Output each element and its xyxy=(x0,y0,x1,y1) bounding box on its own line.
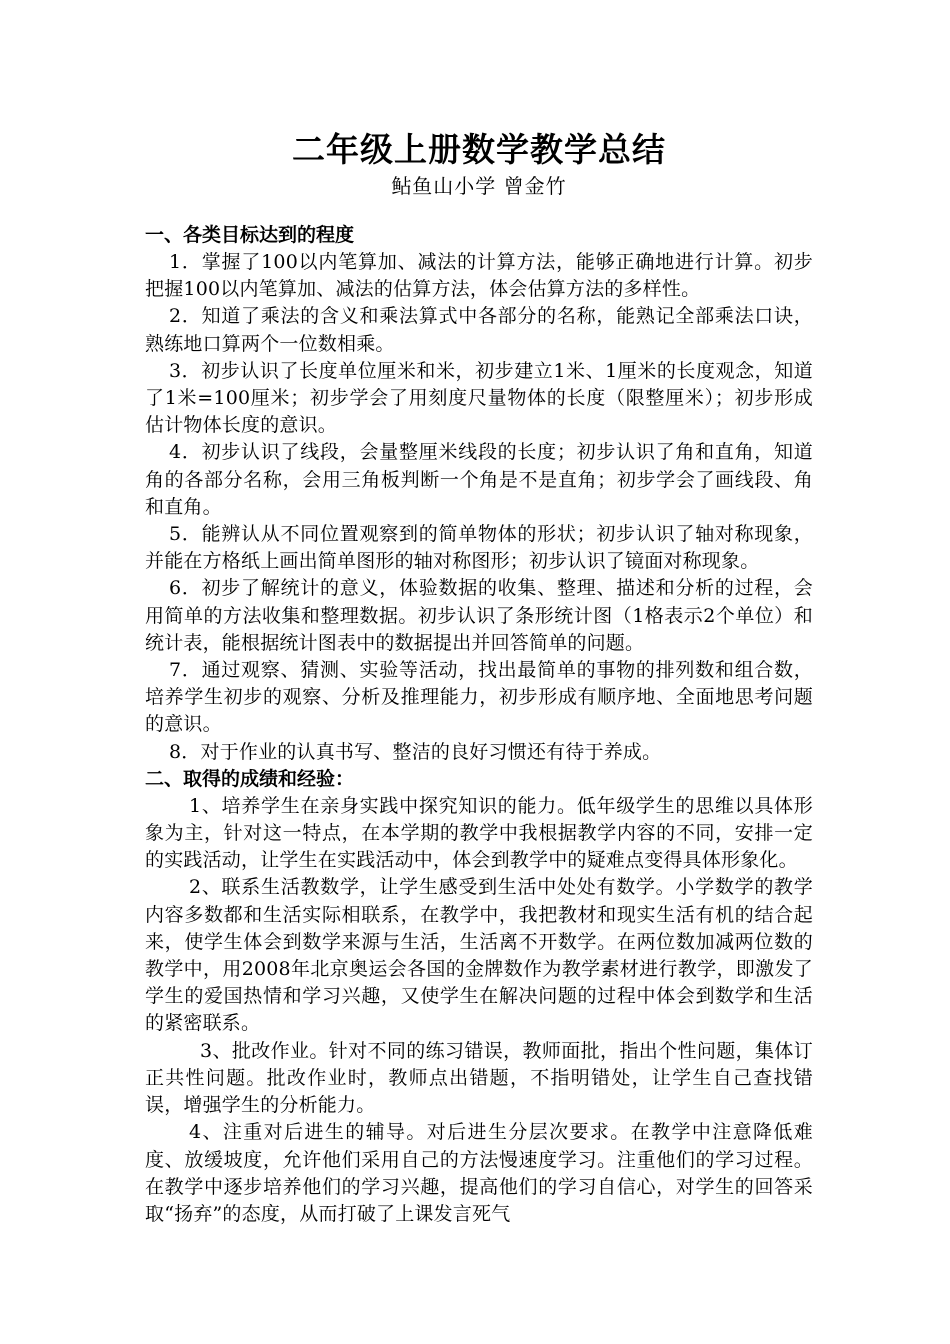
goal-item-7: 7．通过观察、猜测、实验等活动，找出最简单的事物的排列数和组合数，培养学生初步的观察、分析及推理能力，初步形成有顺序地、全面地思考问题的意识。 xyxy=(145,659,813,736)
achievement-item-3: 3、批改作业。针对不同的练习错误，教师面批，指出个性问题，集体订正共性问题。批改作业时，教师点出错题，不指明错处，让学生自己查找错误，增强学生的分析能力。 xyxy=(145,1039,813,1117)
document-author: 鲇鱼山小学 曾金竹 xyxy=(391,174,567,198)
goal-item-3: 3．初步认识了长度单位厘米和米，初步建立1米、1厘米的长度观念，知道了1米=100厘米；初步学会了用刻度尺量物体的长度（限整厘米）；初步形成估计物体长度的意识。 xyxy=(145,359,813,437)
goal-item-4: 4．初步认识了线段，会量整厘米线段的长度；初步认识了角和直角，知道角的各部分名称，会用三角板判断一个角是不是直角；初步学会了画线段、角和直角。 xyxy=(145,441,813,518)
goal-item-6: 6．初步了解统计的意义，体验数据的收集、整理、描述和分析的过程，会用简单的方法收集和整理数据。初步认识了条形统计图（1格表示2个单位）和统计表，能根据统计图表中的数据提出并回答简单的问题。 xyxy=(145,577,813,654)
section-heading-goals: 一、各类目标达到的程度 xyxy=(145,224,355,246)
goal-item-5: 5．能辨认从不同位置观察到的简单物体的形状；初步认识了轴对称现象，并能在方格纸上画出简单图形的轴对称图形；初步认识了镜面对称现象。 xyxy=(145,523,813,573)
goal-item-2: 2．知道了乘法的含义和乘法算式中各部分的名称，能熟记全部乘法口诀，熟练地口算两个一位数相乘。 xyxy=(145,305,813,355)
goal-item-1: 1．掌握了100以内笔算加、减法的计算方法，能够正确地进行计算。初步把握100以内笔算加、减法的估算方法，体会估算方法的多样性。 xyxy=(145,251,813,301)
achievement-item-4: 4、注重对后进生的辅导。对后进生分层次要求。在教学中注意降低难度、放缓坡度，允许他们采用自己的方法慢速度学习。注重他们的学习过程。在教学中逐步培养他们的学习兴趣，提高他们的学习自信心，对学生的回答采取“扬弃”的态度，从而打破了上课发言死气 xyxy=(145,1121,813,1225)
achievement-item-2: 2、联系生活教数学，让学生感受到生活中处处有数学。小学数学的教学内容多数都和生活实际相联系，在教学中，我把教材和现实生活有机的结合起来，使学生体会到数学来源与生活，生活离不开数学。在两位数加减两位数的教学中，用2008年北京奥运会各国的金牌数作为教学素材进行教学，即激发了学生的爱国热情和学习兴趣，又使学生在解决问题的过程中体会到数学和生活的紧密联系。 xyxy=(145,876,813,1035)
section-heading-achievements: 二、取得的成绩和经验： xyxy=(145,767,355,790)
document-title: 二年级上册数学教学总结 xyxy=(292,130,666,169)
achievement-item-1: 1、培养学生在亲身实践中探究知识的能力。低年级学生的思维以具体形象为主，针对这一特点，在本学期的教学中我根据教学内容的不同，安排一定的实践活动，让学生在实践活动中，体会到教学中的疑难点变得具体形象化。 xyxy=(145,794,813,872)
document-page xyxy=(145,128,813,1228)
goal-item-8: 8．对于作业的认真书写、整洁的良好习惯还有待于养成。 xyxy=(169,740,662,763)
